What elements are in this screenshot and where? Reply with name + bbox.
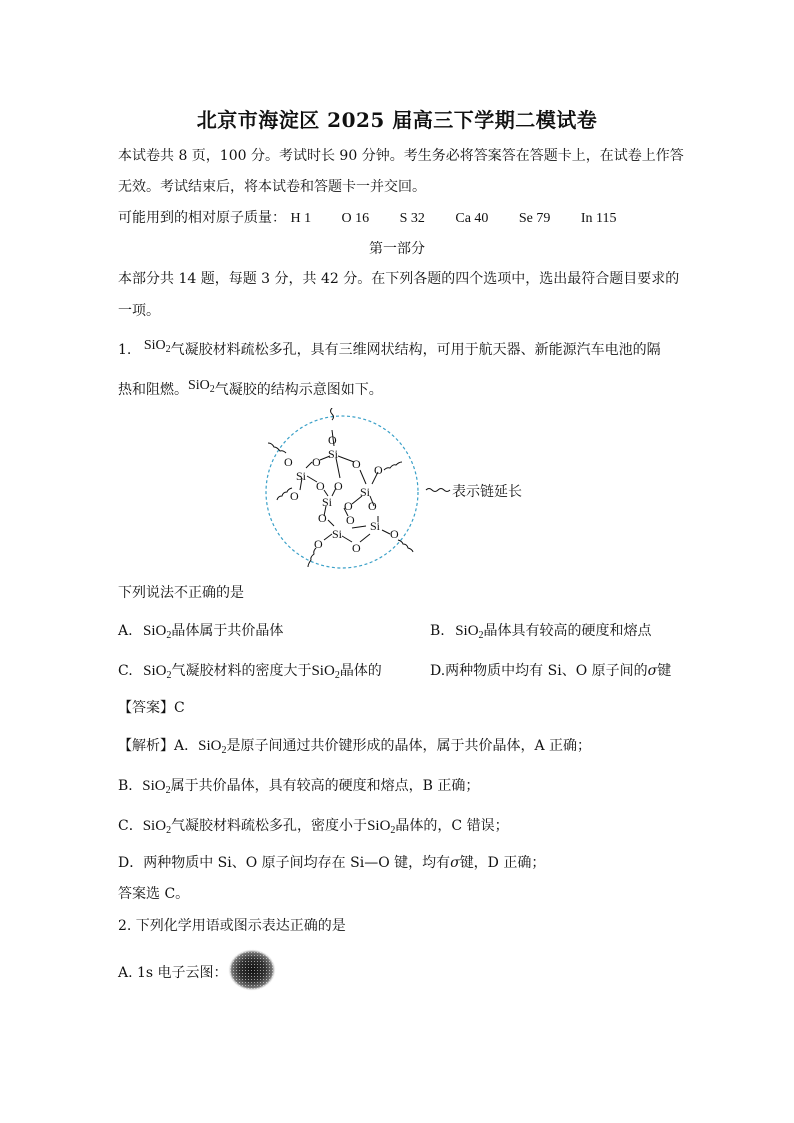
q1-option-b — [430, 620, 652, 641]
atom-o: O — [374, 463, 383, 477]
atom-o: O — [328, 433, 337, 447]
diagram-legend-label: 表示链延长 — [452, 484, 522, 500]
q1-option-d — [430, 660, 671, 680]
option-c-sio2: SiO$_2$ — [143, 663, 172, 681]
atom-o: O — [352, 541, 361, 555]
q2-stem: 2. 下列化学用语或图示表达正确的是 — [118, 918, 346, 934]
mass-ca: Ca 40 — [455, 211, 489, 226]
option-c-sio2-2: SiO$_2$ — [311, 663, 340, 681]
option-c-letter: C. — [118, 663, 133, 679]
legend-wave — [426, 489, 450, 492]
option-b-letter: B. — [430, 623, 445, 639]
chain-right-top — [384, 462, 402, 470]
q1-sio2-2: SiO$_2$ — [188, 378, 215, 395]
q1-answer: 【答案】C — [118, 700, 185, 716]
q2-option-a — [118, 962, 228, 982]
option-c-text-mid: 气凝胶材料的密度大于 — [171, 663, 312, 679]
mass-s: S 32 — [399, 211, 425, 226]
mass-o: O 16 — [341, 211, 370, 226]
atom-o: O — [344, 499, 353, 513]
exp-c-sio2-2: SiO$_2$ — [367, 818, 396, 836]
atomic-mass-line — [118, 207, 616, 227]
exp-c-sio2: SiO$_2$ — [142, 818, 172, 836]
exp-b-sio2: SiO$_2$ — [142, 778, 171, 796]
option-d-text: D.两种物质中均有 Si、O 原子间的 — [430, 663, 648, 679]
exp-b-letter: B． — [118, 778, 143, 794]
exp-d-text: D．两种物质中 Si、O 原子间均存在 Si—O 键，均有 — [118, 855, 451, 871]
q2-option-a-text: A. 1s 电子云图： — [118, 965, 228, 981]
q1-explanation-d — [118, 852, 545, 872]
atomic-mass-label: 可能用到的相对原子质量： — [118, 210, 286, 226]
atom-o: O — [290, 489, 299, 503]
q1-option-a — [118, 620, 283, 641]
q1-number: 1. — [118, 342, 132, 358]
atom-si: Si — [296, 469, 307, 483]
explanation-label: 【解析】A． — [118, 738, 199, 754]
atom-si: Si — [370, 519, 381, 533]
option-b-text: 晶体具有较高的硬度和熔点 — [483, 623, 652, 639]
q1-explanation-b — [118, 775, 479, 796]
chain-top — [331, 408, 334, 420]
atom-o: O — [334, 479, 343, 493]
option-a-text: 晶体属于共价晶体 — [171, 623, 284, 639]
mass-in: In 115 — [580, 211, 617, 226]
q1-stem-line-2 — [118, 379, 383, 400]
intro-line-2: 无效。考试结束后，将本试卷和答题卡一并交回。 — [118, 179, 426, 195]
q1-sio2: SiO$_2$ — [143, 338, 171, 355]
atom-si: Si — [332, 527, 343, 541]
mass-h: H 1 — [290, 211, 312, 226]
atom-o: O — [318, 511, 327, 525]
atom-si: Si — [360, 485, 371, 499]
q1-option-c — [118, 660, 382, 681]
exp-d-end: 键，D 正确； — [459, 855, 546, 871]
q1-stem-text-2b: 气凝胶的结构示意图如下。 — [214, 382, 383, 398]
atom-o: O — [346, 513, 355, 527]
atom-o: O — [312, 455, 321, 469]
sigma-symbol: σ — [647, 663, 658, 679]
atom-o: O — [284, 455, 293, 469]
mass-se: Se 79 — [518, 211, 551, 226]
electron-cloud-image — [226, 948, 278, 992]
q1-stem-text-1: 气凝胶材料疏松多孔，具有三维网状结构，可用于航天器、新能源汽车电池的隔 — [170, 342, 661, 358]
atom-o: O — [368, 499, 377, 513]
q1-prompt: 下列说法不正确的是 — [118, 585, 244, 601]
q1-stem-line-1 — [118, 339, 661, 360]
option-a-sio2: SiO$_2$ — [143, 623, 172, 641]
atom-o: O — [314, 537, 323, 551]
part-title: 第一部分 — [369, 241, 425, 257]
page-title: 北京市海淀区 2025 届高三下学期二模试卷 — [196, 108, 598, 132]
atom-si: Si — [322, 495, 333, 509]
exp-c-letter: C． — [118, 818, 143, 834]
part-desc-line-2: 一项。 — [118, 303, 160, 319]
exp-a-text: 是原子间通过共价键形成的晶体，属于共价晶体，A 正确； — [226, 738, 592, 754]
exp-b-text: 属于共价晶体，具有较高的硬度和熔点，B 正确； — [170, 778, 480, 794]
exp-a-sio2: SiO$_2$ — [198, 738, 227, 756]
option-d-end: 键 — [657, 663, 672, 679]
atom-o: O — [352, 457, 361, 471]
q1-conclusion: 答案选 C。 — [118, 886, 190, 902]
sigma-symbol-2: σ — [450, 855, 460, 871]
sio2-aerogel-diagram — [262, 408, 552, 576]
option-a-letter: A. — [118, 623, 133, 639]
q1-explanation-a — [118, 735, 591, 756]
exp-c-text-mid: 气凝胶材料疏松多孔，密度小于 — [171, 818, 368, 834]
atom-o: O — [316, 479, 325, 493]
atom-si: Si — [328, 447, 339, 461]
chain-right-bottom — [398, 540, 413, 552]
intro-line-1: 本试卷共 8 页，100 分。考试时长 90 分钟。考生务必将答案答在答题卡上，在试卷上作答 — [118, 148, 684, 164]
part-desc-line-1: 本部分共 14 题，每题 3 分，共 42 分。在下列各题的四个选项中，选出最符合题目要求的 — [118, 271, 680, 287]
option-c-text-end: 晶体的 — [339, 663, 382, 679]
q1-stem-text-2a: 热和阻燃。 — [118, 382, 188, 398]
option-b-sio2: SiO$_2$ — [455, 623, 484, 641]
atom-o: O — [390, 527, 399, 541]
exp-c-text-end: 晶体的，C 错误； — [395, 818, 509, 834]
q1-explanation-c — [118, 815, 509, 836]
